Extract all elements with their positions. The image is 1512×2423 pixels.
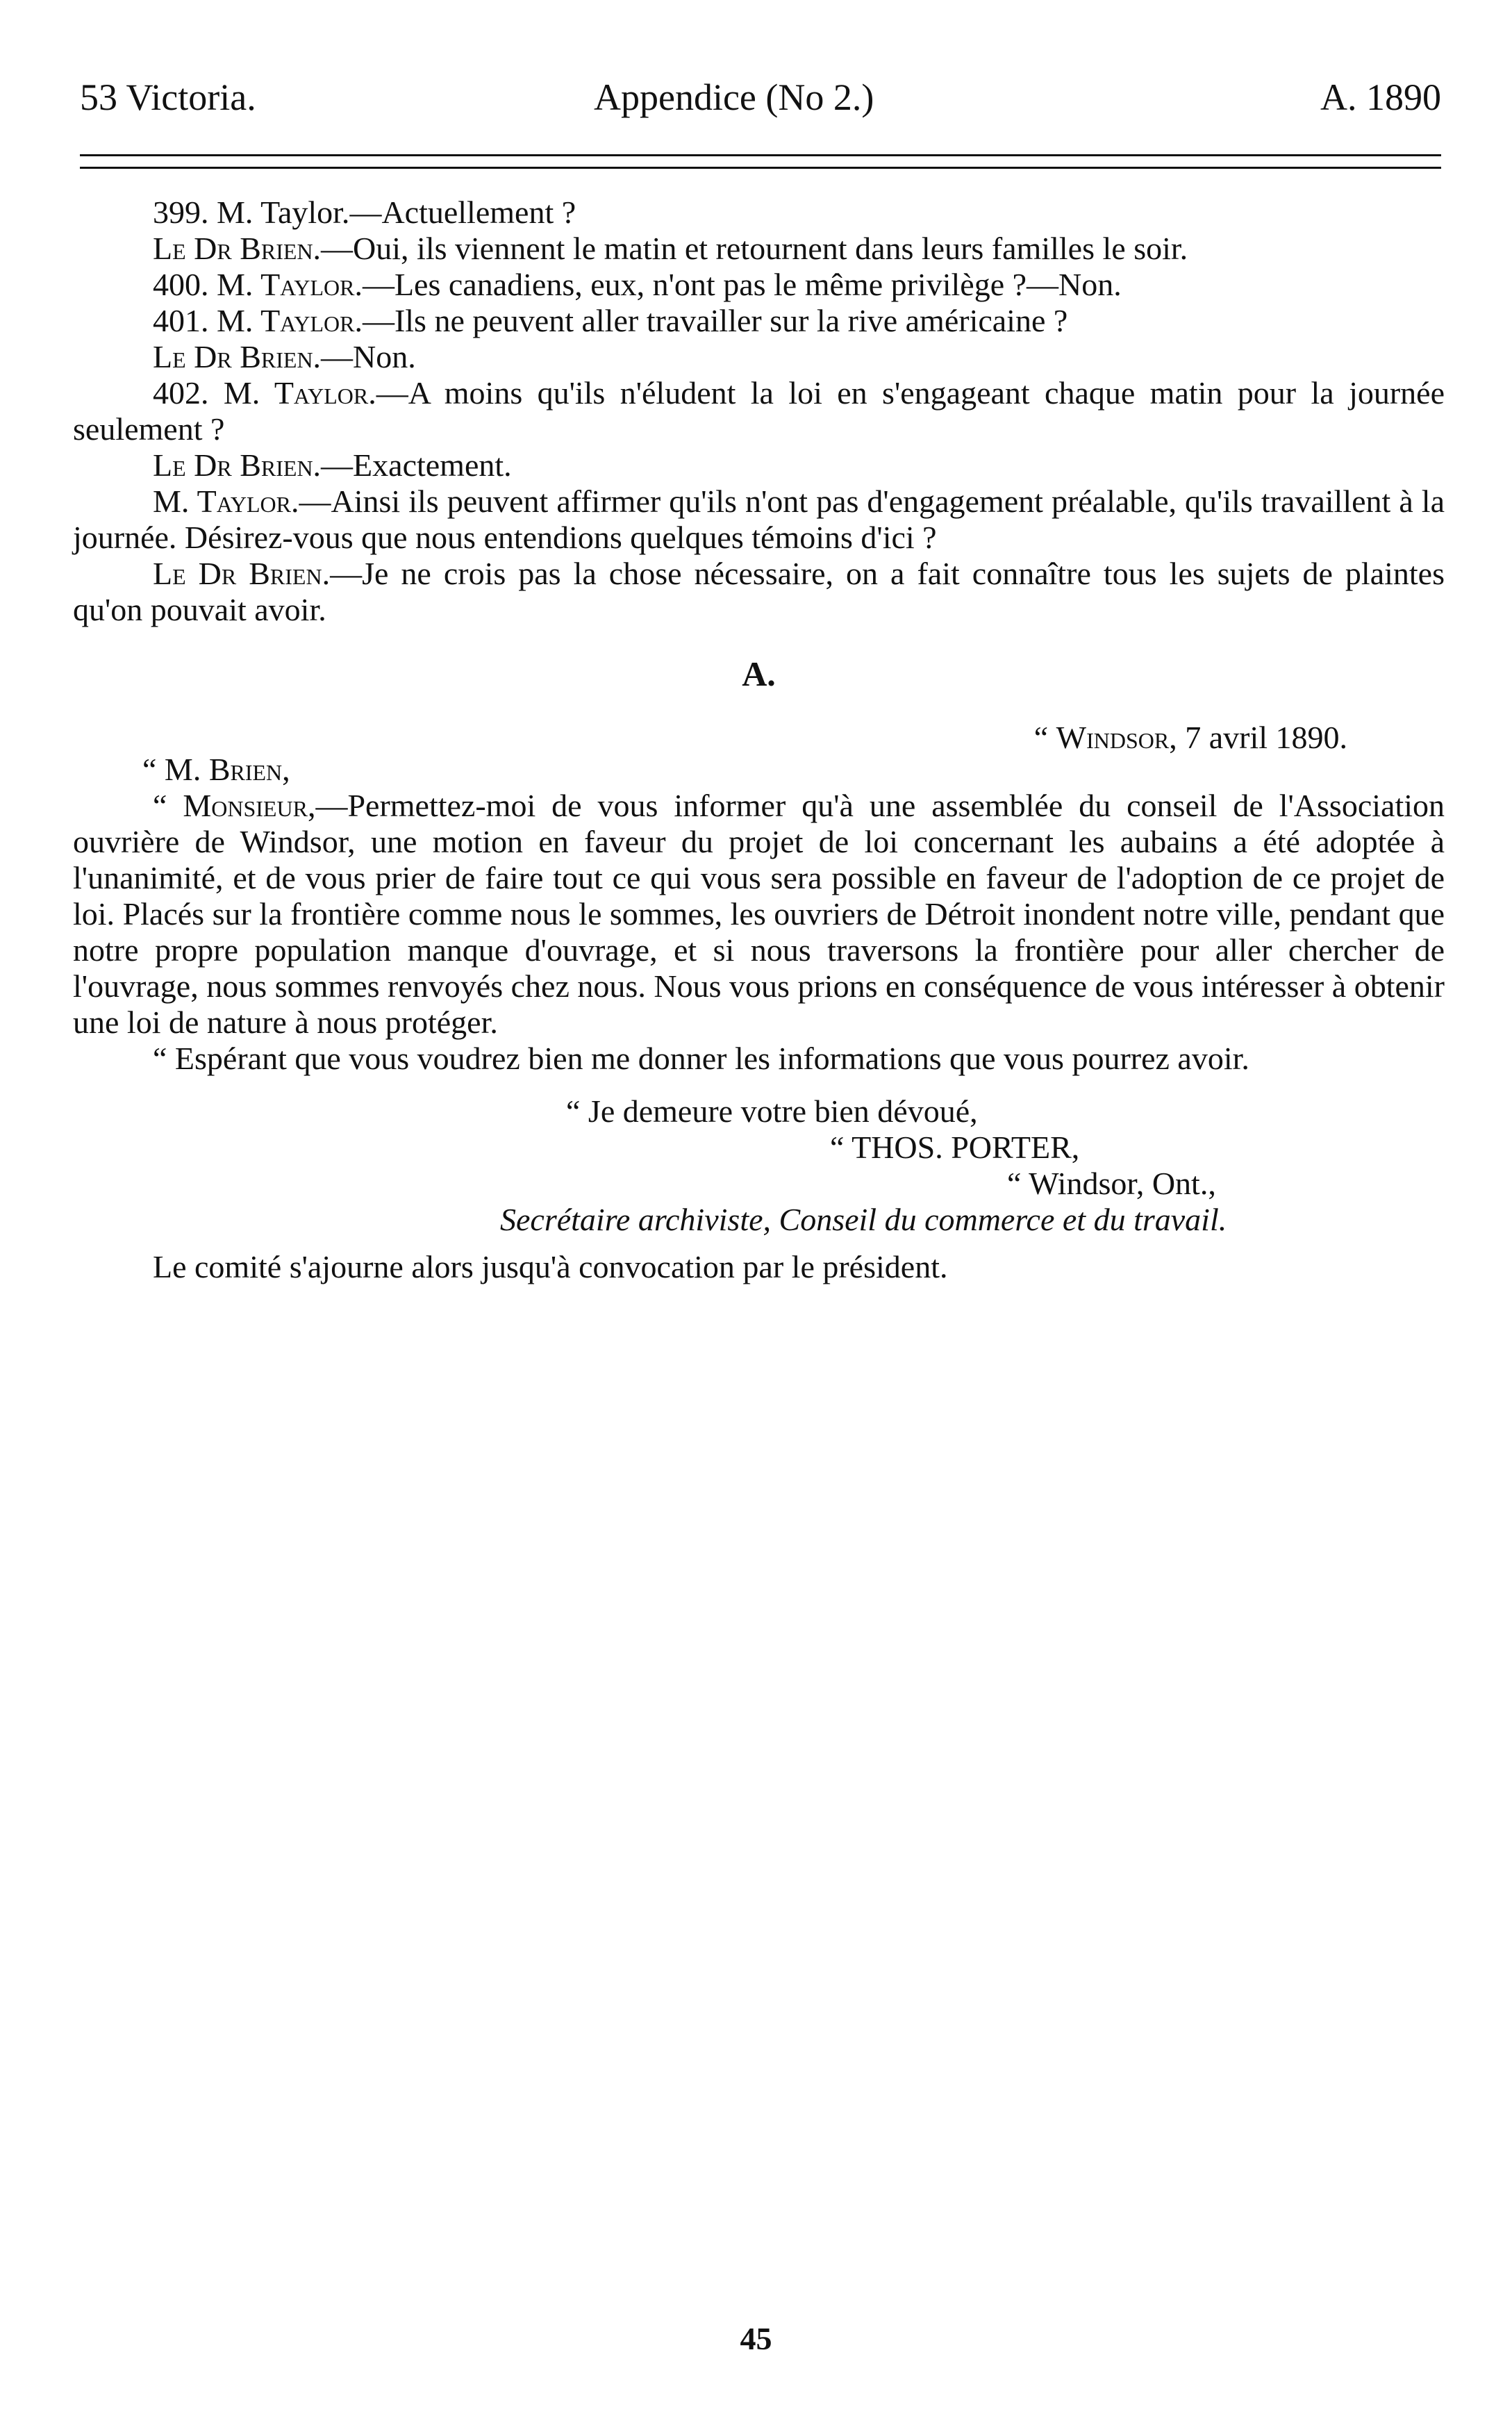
dateline-quote: “ — [1033, 720, 1056, 755]
header-rule-top — [80, 154, 1441, 156]
salutation-suffix: , — [282, 752, 290, 787]
signature-title: Secrétaire archiviste, Conseil du commerce et du travail. — [500, 1202, 1227, 1237]
statement: —Ainsi ils peuvent affirmer qu'ils n'ont pas d'engagement préalable, qu'ils travaillent à la journée. Désirez-vous que nous entendions quelques témoins d'ici ? — [73, 483, 1445, 555]
letter-paragraph: “ Espérant que vous voudrez bien me donner les informations que vous pourrez avoir. — [153, 1041, 1249, 1076]
paragraph-quote: “ — [153, 788, 183, 823]
running-header — [80, 69, 1441, 125]
salutation-name: Brien — [208, 752, 283, 787]
section-heading: A. — [742, 654, 776, 693]
testimony-entry — [73, 303, 1445, 339]
statement: —Exactement. — [321, 447, 512, 483]
header-rule-bottom — [80, 167, 1441, 169]
statement: —Ils ne peuvent aller travailler sur la rive américaine ? — [362, 303, 1068, 338]
testimony-entry — [73, 339, 1445, 375]
testimony-entry — [73, 483, 1445, 556]
statement: —Oui, ils viennent le matin et retournent dans leurs familles le soir. — [321, 231, 1188, 266]
statement: —Je ne crois pas la chose nécessaire, on a fait connaître tous les sujets de plaintes qu'on pouvait avoir. — [73, 556, 1445, 627]
speaker: Le Dr Brien. — [153, 231, 322, 266]
dateline-place: Windsor — [1056, 720, 1170, 755]
header-appendix: Appendice (No 2.) — [594, 76, 874, 118]
testimony-entry — [73, 195, 1445, 231]
statement: —A moins qu'ils n'éludent la loi en s'engageant chaque matin pour la journée seulement ? — [73, 375, 1445, 447]
signature-name: “ THOS. PORTER, — [830, 1130, 1080, 1165]
speaker: M. Taylor. — [153, 483, 299, 519]
testimony-entry — [73, 375, 1445, 447]
page-body — [73, 195, 1445, 1285]
letter-closing: “ Je demeure votre bien dévoué, — [566, 1093, 978, 1129]
speaker: M. Taylor. — [217, 267, 363, 302]
page-number: 45 — [740, 2321, 772, 2356]
question-number: 401. — [153, 303, 209, 338]
speaker: Le Dr Brien. — [153, 447, 322, 483]
speaker: Le Dr Brien. — [153, 556, 331, 591]
question-number: 399. — [153, 195, 209, 230]
adjournment-note: Le comité s'ajourne alors jusqu'à convocation par le président. — [153, 1249, 948, 1284]
signature-place: “ Windsor, Ont., — [1007, 1166, 1216, 1201]
speaker: M. Taylor. — [217, 303, 363, 338]
statement: —Non. — [321, 339, 416, 374]
paragraph-text: ,—Permettez-moi de vous informer qu'à une assemblée du conseil de l'Association ouvrière de Windsor, une motion en faveur du projet de loi concernant les aubains a été adoptée à l'unanimité, et de vous prier de faire tout ce qui vous sera possible en faveur de l'adoption de ce projet de loi. Placés sur la frontière comme nous le sommes, les ouvriers de Détroit inondent notre ville, pendant que notre propre population manque d'ouvrage, et si nous traversons la frontière pour aller chercher de l'ouvrage, nous sommes renvoyés chez nous. Nous vous prions en conséquence de vous intéresser à obtenir une loi de nature à nous protéger. — [73, 788, 1445, 1040]
testimony-entry — [73, 556, 1445, 628]
speaker: M. Taylor. — [223, 375, 376, 411]
letter-salutation — [73, 752, 1445, 788]
header-year: A. 1890 — [1320, 76, 1441, 118]
testimony-entry — [73, 267, 1445, 303]
speaker: M. Taylor. — [217, 195, 350, 230]
letter-dateline — [73, 720, 1445, 756]
testimony-entry — [73, 447, 1445, 483]
letter-paragraph — [73, 788, 1445, 1041]
testimony-entry — [73, 231, 1445, 267]
salutation-prefix: “ M. — [142, 752, 209, 787]
speaker: Le Dr Brien. — [153, 339, 322, 374]
statement: —Actuellement ? — [349, 195, 576, 230]
question-number: 400. — [153, 267, 209, 302]
dateline-date: , 7 avril 1890. — [1169, 720, 1347, 755]
statement: —Les canadiens, eux, n'ont pas le même privilège ?—Non. — [362, 267, 1122, 302]
question-number: 402. — [153, 375, 209, 411]
header-volume: 53 Victoria. — [80, 76, 256, 118]
paragraph-lead: Monsieur — [183, 788, 308, 823]
